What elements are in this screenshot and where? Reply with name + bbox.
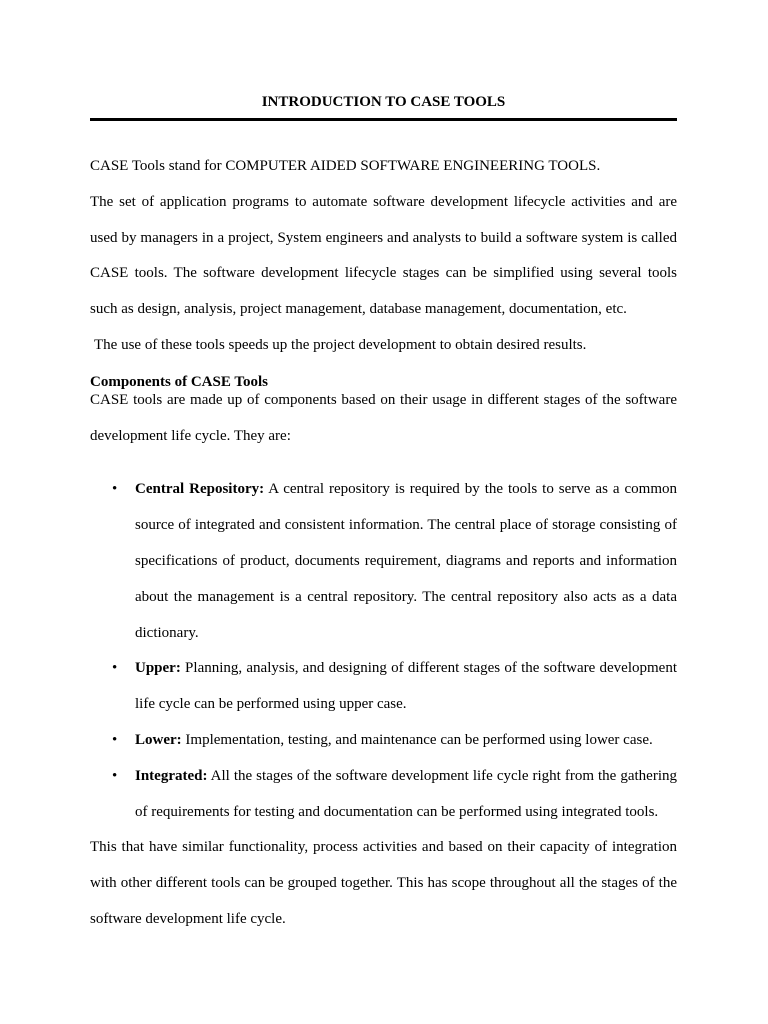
intro-paragraph-1: CASE Tools stand for COMPUTER AIDED SOFTWARE ENGINEERING TOOLS. xyxy=(90,158,601,174)
bullet-icon: • xyxy=(112,660,118,677)
list-item-term: Integrated: xyxy=(135,767,208,784)
list-item-description: Planning, analysis, and designing of different stages of the software development life cycle can be performed using upper case. xyxy=(135,660,677,713)
list-item-term: Lower: xyxy=(135,731,182,748)
list-item-term: Central Repository: xyxy=(135,481,265,498)
bullet-icon: • xyxy=(112,731,118,748)
intro-paragraph-3: The use of these tools speeds up the project development to obtain desired results. xyxy=(94,336,587,353)
list-item-description: Implementation, testing, and maintenance can be performed using lower case. xyxy=(181,731,653,748)
bullet-icon: • xyxy=(112,767,118,784)
document-page xyxy=(90,0,677,1024)
intro-paragraph-2: The set of application programs to automate software development lifecycle activities and are used by managers in a project, System engineers and analysts to build a software system is called CASE tools. The software development lifecycle stages can be simplified using several tools such as design, analysis, project management, database management, documentation, etc. xyxy=(90,193,677,318)
title-underline-divider xyxy=(90,118,677,121)
list-item-lower xyxy=(90,723,677,759)
components-intro-paragraph: CASE tools are made up of components based on their usage in different stages of the software development life cycle. They are: xyxy=(90,391,677,444)
document-body xyxy=(90,149,677,938)
list-item-upper xyxy=(90,651,677,723)
page-title: INTRODUCTION TO CASE TOOLS xyxy=(261,94,506,110)
list-item-central-repository xyxy=(90,472,677,651)
components-list xyxy=(90,472,677,830)
list-item-description: All the stages of the software development life cycle right from the gathering of requirements for testing and documentation can be performed using integrated tools. xyxy=(135,767,677,820)
list-item-term: Upper: xyxy=(135,660,181,677)
bullet-icon: • xyxy=(112,481,118,498)
list-item-integrated xyxy=(90,759,677,831)
closing-paragraph: This that have similar functionality, process activities and based on their capacity of integration with other different tools can be grouped together. This has scope throughout all the stages of the software development life cycle. xyxy=(90,839,677,927)
list-item-description: A central repository is required by the tools to serve as a common source of integrated and consistent information. The central place of storage consisting of specifications of product, documents requirement, diagrams and reports and information about the management is a central repository. The central repository also acts as a data dictionary. xyxy=(135,481,677,641)
components-heading: Components of CASE Tools xyxy=(90,373,268,390)
